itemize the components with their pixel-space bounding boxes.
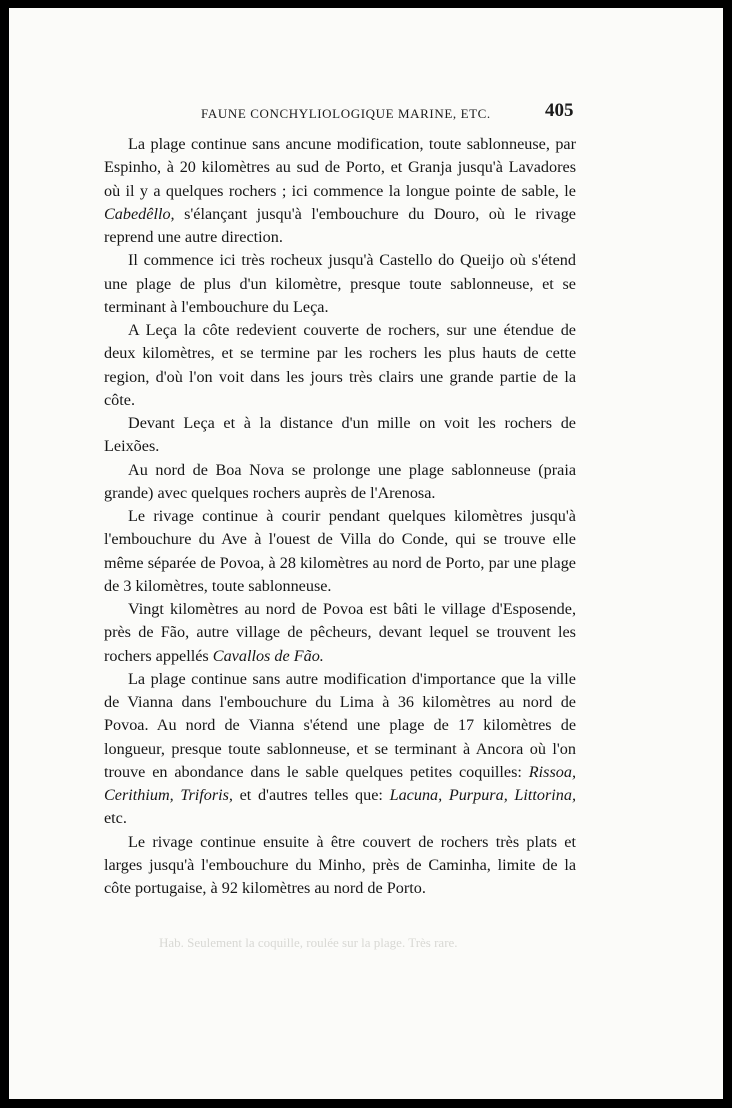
paragraph [104, 598, 576, 668]
body-text [104, 133, 576, 900]
text-run: etc. [104, 809, 127, 828]
paragraph [104, 459, 576, 506]
italic-run: Cavallos de Fão. [212, 646, 324, 665]
paragraph [104, 831, 576, 901]
text-run: s'élançant jusqu'à l'embouchure du Douro, où le rivage reprend une autre direction. [104, 204, 576, 246]
italic-run: Cabedêllo, [104, 204, 175, 223]
paragraph [104, 412, 576, 459]
italic-run: Rissoa, Cerithium, Triforis, [104, 762, 576, 804]
text-run: Devant Leça et à la distance d'un mille on voit les rochers de Leixões. [104, 414, 576, 456]
page-header [9, 102, 723, 126]
text-run: Au nord de Boa Nova se prolonge une plage sablonneuse (praia grande) avec quelques rochers auprès de l'Arenosa. [104, 460, 576, 502]
italic-run: Lacuna, Purpura, Littorina, [389, 786, 577, 804]
paragraph [104, 319, 576, 412]
running-title: FAUNE CONCHYLIOLOGIQUE MARINE, ETC. [201, 106, 491, 121]
paragraph [104, 249, 576, 319]
text-run: Il commence ici très rocheux jusqu'à Castello do Queijo où s'étend une plage de plus d'un kilomètre, presque toute sablonneuse, et se terminant à l'embouchure du Leça. [104, 251, 576, 316]
paragraph [104, 133, 576, 249]
book-page [9, 8, 723, 1099]
text-run: et d'autres telles que: [232, 786, 390, 804]
show-through-text: Hab. Seulement la coquille, roulée sur la plage. Très rare. [159, 935, 458, 950]
text-run: Le rivage continue à courir pendant quelques kilomètres jusqu'à l'embouchure du Ave à l'ouest de Villa do Conde, qui se trouve elle même séparée de Povoa, à 28 kilomètres au nord de Porto, par une plage de 3 kilomètres, toute sablonneuse. [104, 507, 576, 595]
text-run: Le rivage continue ensuite à être couvert de rochers très plats et larges jusqu'à l'embouchure du Minho, près de Caminha, limite de la côte portugaise, à 92 kilomètres au nord de Porto. [104, 832, 576, 897]
paragraph [104, 505, 576, 598]
text-run: La plage continue sans autre modification d'importance que la ville de Vianna dans l'embouchure du Lima à 36 kilomètres au nord de Povoa. Au nord de Vianna s'étend une plage de 17 kilomètres de longueur, presque toute sablonneuse, et se terminant à Ancora où l'on trouve en abondance dans le sable quelques petites coquilles: [104, 669, 576, 781]
paragraph [104, 668, 576, 831]
text-run: Vingt kilomètres au nord de Povoa est bâti le village d'Esposende, près de Fão, autre village de pêcheurs, devant lequel se trouvent les rochers appellés [104, 600, 576, 665]
text-run: A Leça la côte redevient couverte de rochers, sur une étendue de deux kilomètres, et se termine par les rochers les plus hauts de cette region, d'où l'on voit dans les jours très clairs une grande partie de la côte. [104, 321, 576, 409]
page-number: 405 [545, 100, 574, 121]
text-run: La plage continue sans ancune modification, toute sablonneuse, par Espinho, à 20 kilomètres au sud de Porto, et Granja jusqu'à Lavadores où il y a quelques rochers ; ici commence la longue pointe de sable, le [104, 135, 576, 200]
